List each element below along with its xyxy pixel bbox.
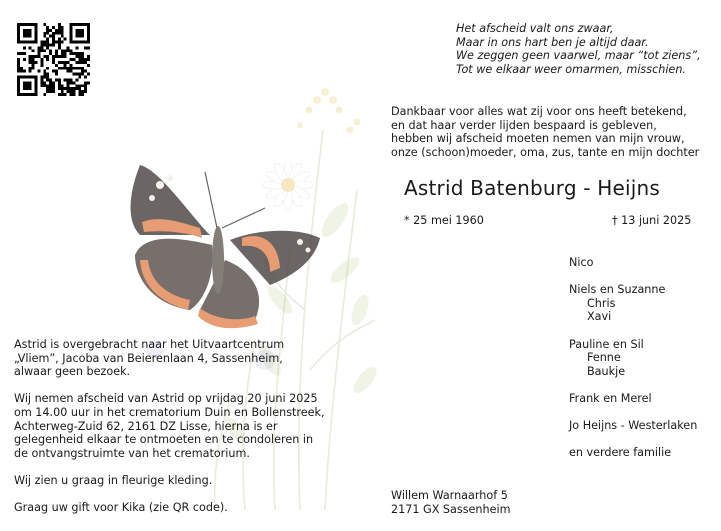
- death-date: † 13 juni 2025: [612, 214, 692, 227]
- info-line: Wij zien u graag in fleurige kleding.: [14, 473, 213, 487]
- family-member: [569, 406, 697, 420]
- address-line: Willem Warnaarhof 5: [391, 489, 508, 502]
- family-member: Xavi: [587, 310, 612, 324]
- family-member: Jo Heijns - Westerlaken: [569, 419, 698, 433]
- birth-date: * 25 mei 1960: [404, 214, 484, 227]
- family-member: [569, 433, 697, 447]
- poem-line: Tot we elkaar weer omarmen, misschien.: [456, 62, 686, 76]
- family-member: [569, 324, 697, 338]
- intro-line: Dankbaar voor alles wat zij voor ons heeft betekend,: [391, 105, 687, 118]
- info-line: alwaar geen bezoek.: [14, 365, 131, 379]
- family-member: Fenne: [587, 351, 621, 365]
- info-line: „Vliem”, Jacoba van Beierenlaan 4, Sassenheim,: [14, 351, 283, 365]
- poem-line: Het afscheid valt ons zwaar,: [456, 22, 614, 35]
- family-list: [569, 256, 697, 460]
- poem-line: Maar in ons hart ben je altijd daar.: [456, 35, 649, 49]
- info-line: om 14.00 uur in het crematorium Duin en Bollenstreek,: [14, 405, 325, 419]
- info-line: [14, 488, 325, 502]
- family-member: Frank en Merel: [569, 391, 652, 405]
- info-line: gelegenheid elkaar te ontmoeten en te condoleren in: [14, 433, 314, 447]
- family-member: Pauline en Sil: [569, 337, 644, 351]
- intro-text: [391, 105, 699, 159]
- poem-line: We zeggen geen vaarwel, maar “tot ziens”,: [456, 49, 701, 63]
- intro-line: hebben wij afscheid moeten nemen van mijn vrouw,: [391, 132, 685, 146]
- info-line: [14, 460, 325, 474]
- info-line: Wij nemen afscheid van Astrid op vrijdag 20 juni 2025: [14, 392, 318, 406]
- info-line: Achterweg-Zuid 62, 2161 DZ Lisse, hierna is er: [14, 419, 278, 433]
- ceremony-info: [14, 338, 325, 515]
- family-member: Nico: [569, 256, 594, 269]
- qr-code-icon: [17, 23, 90, 96]
- address-line: 2171 GX Sassenheim: [391, 502, 511, 516]
- family-member: [569, 378, 697, 392]
- intro-line: onze (schoon)moeder, oma, zus, tante en mijn dochter: [391, 145, 700, 159]
- family-member: Baukje: [587, 364, 626, 378]
- info-line: Astrid is overgebracht naar het Uitvaartcentrum: [14, 338, 285, 351]
- family-member: Niels en Suzanne: [569, 283, 666, 297]
- info-line: Graag uw gift voor Kika (zie QR code).: [14, 501, 228, 515]
- family-member: [569, 270, 697, 284]
- family-member: Chris: [587, 296, 616, 310]
- intro-line: en dat haar verder lijden bespaard is gebleven,: [391, 118, 657, 132]
- family-member: en verdere familie: [569, 446, 672, 460]
- address: [391, 489, 511, 516]
- info-line: de ontvangstruimte van het crematorium.: [14, 446, 250, 460]
- info-line: [14, 379, 325, 393]
- deceased-name: Astrid Batenburg - Heijns: [404, 176, 660, 200]
- poem: [456, 22, 701, 76]
